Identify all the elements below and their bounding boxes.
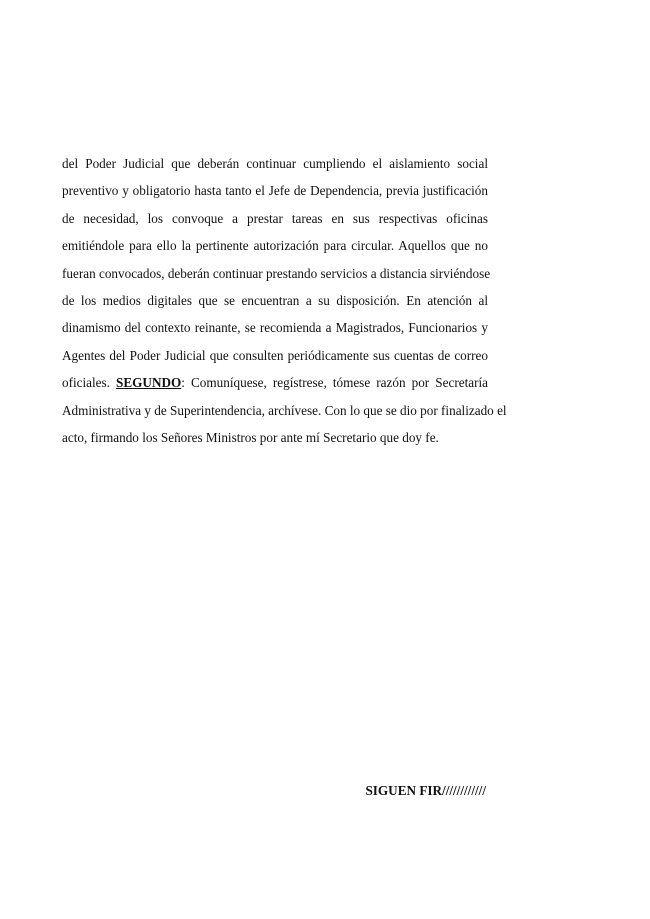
paragraph-line (62, 369, 488, 396)
line-text-before: oficiales. (62, 375, 117, 391)
paragraph-line: Administrativa y de Superintendencia, archívese. Con lo que se dio por finalizado el (62, 402, 507, 418)
paragraph-line: fueran convocados, deberán continuar prestando servicios a distancia sirviéndose (62, 265, 491, 281)
paragraph-line: Agentes del Poder Judicial que consulten periódicamente sus cuentas de correo (62, 347, 488, 363)
segundo-heading: SEGUNDO (116, 375, 182, 391)
continuation-mark: SIGUEN FIR//////////// (365, 783, 486, 798)
paragraph-line: preventivo y obligatorio hasta tanto el Jefe de Dependencia, previa justificación (62, 183, 488, 199)
paragraph-line: de los medios digitales que se encuentran a su disposición. En atención al (62, 292, 488, 308)
body-paragraph (62, 150, 507, 451)
paragraph-line: dinamismo del contexto reinante, se recomienda a Magistrados, Funcionarios y (62, 320, 488, 336)
paragraph-line-last: acto, firmando los Señores Ministros por ante mí Secretario que doy fe. (62, 429, 439, 445)
line-text-after: : Comuníquese, regístrese, tómese razón por Secretaría (181, 375, 488, 391)
paragraph-line: de necesidad, los convoque a prestar tareas en sus respectivas oficinas (62, 210, 488, 226)
paragraph-line: del Poder Judicial que deberán continuar cumpliendo el aislamiento social (62, 156, 488, 171)
paragraph-line: emitiéndole para ello la pertinente autorización para circular. Aquellos que no (62, 238, 488, 254)
